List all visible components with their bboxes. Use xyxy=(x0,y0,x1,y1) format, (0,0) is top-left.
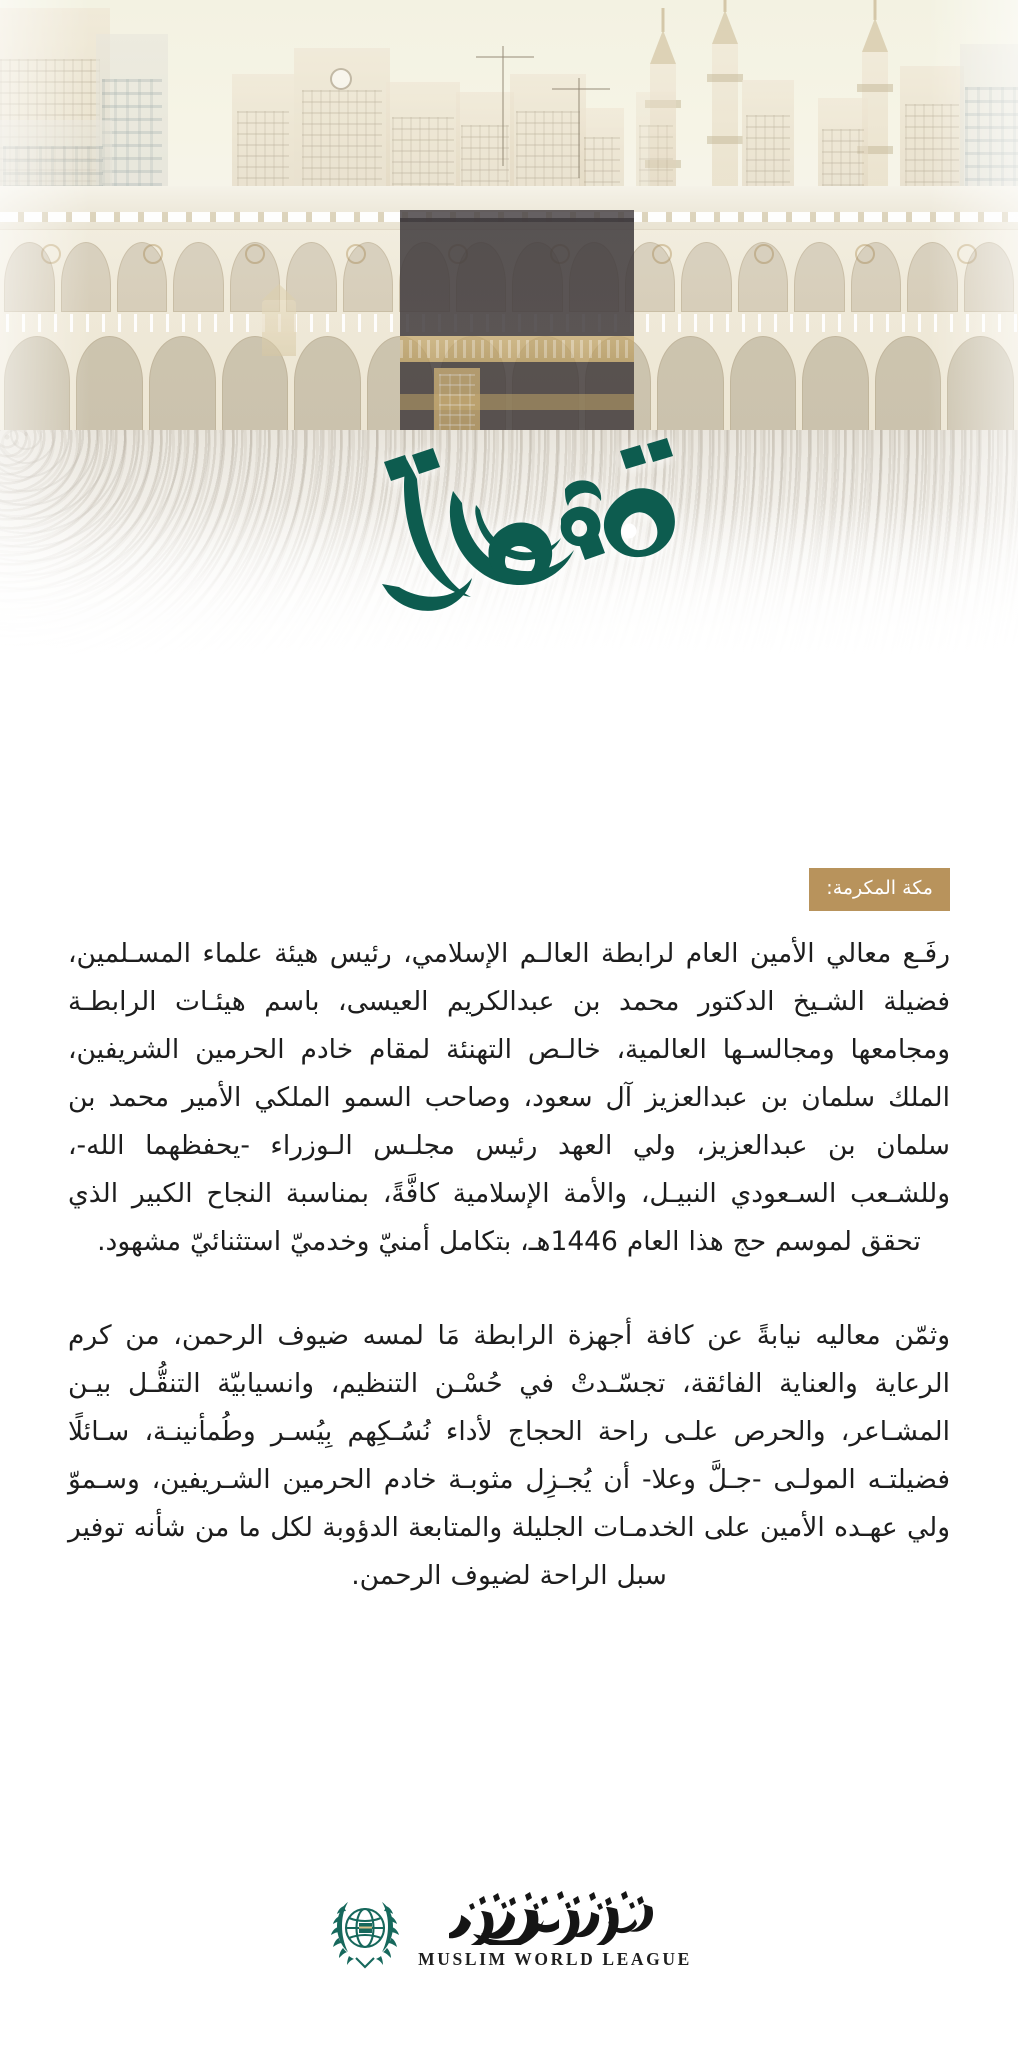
article-paragraph: رفَـع معالي الأمين العام لرابطة العالـم الإسلامي، رئيس هيئة علماء المسـلمين، فضيلة الشـيخ الدكتور محمد بن عبدالكريم العيسى، باسم هيئـات الرابطـة ومجامعها ومجالسـها العالمية، خالـص التهنئة لمقام خادم الحرمين الشريفين، الملك سلمان بن عبدالعزيز آل سعود، وصاحب السمو الملكي الأمير محمد بن سلمان بن عبدالعزيز، ولي العهد رئيس مجلـس الـوزراء -يحفظهما الله-، وللشـعب السـعودي النبيـل، والأمة الإسلامية كافَّةً، بمناسبة النجاح الكبير الذي تحقق لموسم حج هذا العام 1446هـ، بتكامل أمنيّ وخدميّ استثنائيّ مشهود. xyxy=(68,938,950,1257)
arch xyxy=(794,242,844,312)
organisation-name-ar-calligraphy xyxy=(449,1891,661,1945)
maqam-ibrahim xyxy=(262,300,296,356)
article-body xyxy=(68,930,950,1600)
kaaba-kiswa-upper xyxy=(400,218,634,336)
dateline-badge: مكة المكرمة: xyxy=(809,868,950,911)
globe-and-wreath-emblem-icon xyxy=(326,1888,404,1972)
dateline-row xyxy=(809,868,950,911)
arch xyxy=(173,242,223,312)
arch xyxy=(851,242,901,312)
construction-crane xyxy=(578,78,580,178)
hero-image-mecca xyxy=(0,0,1018,700)
kaaba-hizam-gold-band xyxy=(400,336,634,362)
arch xyxy=(149,336,216,432)
article-paragraph: وثمّن معاليه نيابةً عن كافة أجهزة الرابطة مَا لمسه ضيوف الرحمن، من كرم الرعاية والعناية الفائقة، تجسّـدتْ في حُسْـن التنظيم، وانسيابيّة التنقُّـل بيـن المشـاعر، والحرص علـى راحة الحجاج لأداء نُسُـكِهم بِيُسـر وطُمأنينـة، سـائلًا فضيلتـه المولـى -جـلَّ وعلا- أن يُجـزِل مثوبـة خادم الحرمين الشـريفين، وسـموّ ولي عهـده الأمين على الخدمـات الجليلة والمتابعة الدؤوبة لكل ما من شأنه توفير سبل الراحة لضيوف الرحمن. xyxy=(68,1320,950,1591)
arch xyxy=(681,242,731,312)
hero-fade-bottom xyxy=(0,500,1018,700)
arch xyxy=(657,336,724,432)
arch xyxy=(802,336,869,432)
arch xyxy=(294,336,361,432)
clock-face-icon xyxy=(330,68,352,90)
arch xyxy=(117,242,167,312)
arch xyxy=(730,336,797,432)
footer-logo xyxy=(0,1888,1018,1972)
construction-crane xyxy=(502,46,504,166)
arch xyxy=(343,242,393,312)
organisation-name-block xyxy=(418,1891,692,1970)
arch xyxy=(738,242,788,312)
organisation-name-en: MUSLIM WORLD LEAGUE xyxy=(418,1948,692,1969)
